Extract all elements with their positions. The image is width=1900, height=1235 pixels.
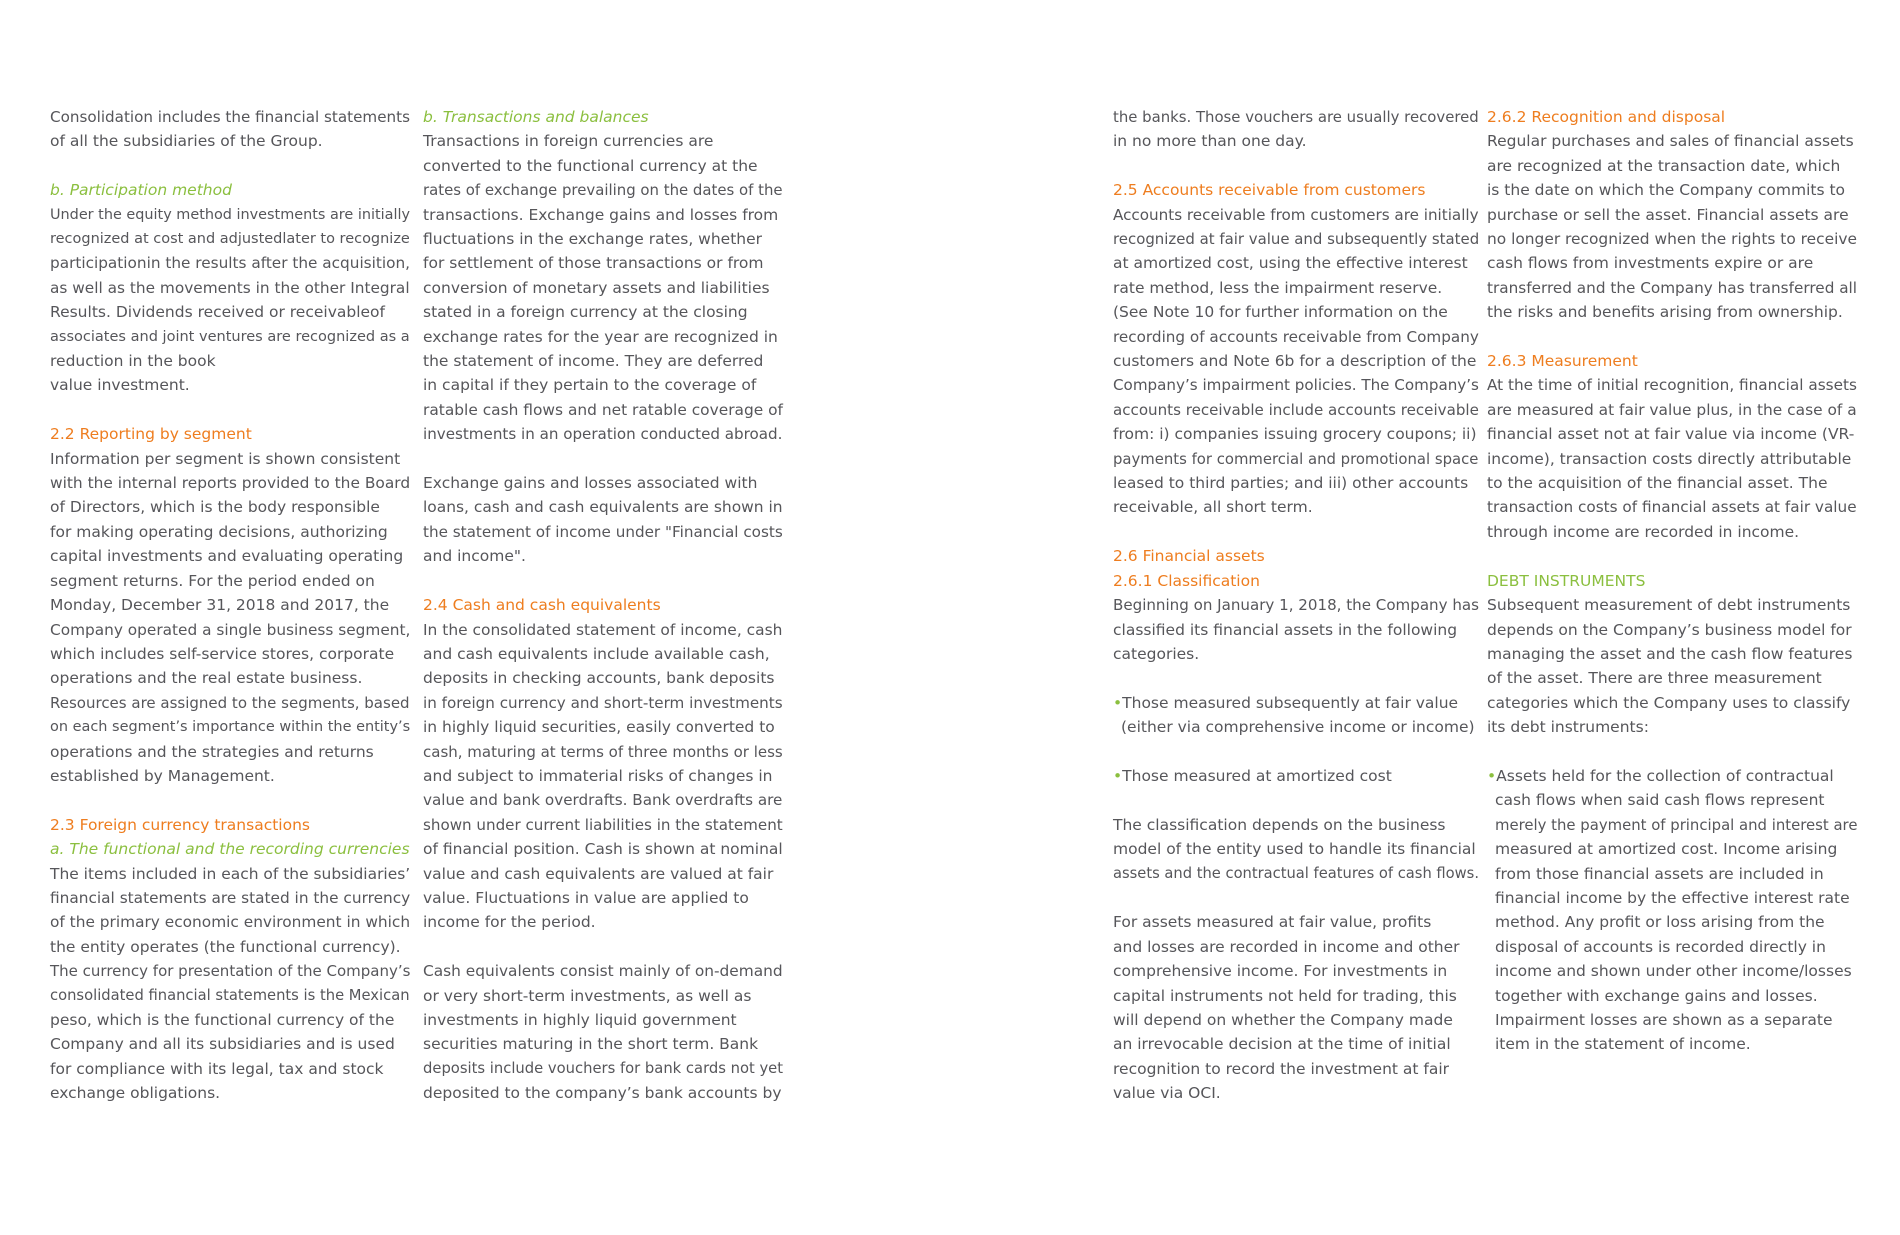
body-text-line: The classification depends on the business <box>1113 815 1446 834</box>
body-text-line: depends on the Company’s business model for <box>1487 620 1852 639</box>
subheading: a. The functional and the recording currencies <box>50 840 410 859</box>
body-text-line: purchase or sell the asset. Financial assets are <box>1487 205 1849 224</box>
body-text-line: value via OCI. <box>1113 1084 1221 1103</box>
body-text-line: for compliance with its legal, tax and stock <box>50 1059 384 1078</box>
body-text-line: Consolidation includes the financial statements <box>50 108 410 126</box>
body-text-line: in no more than one day. <box>1113 132 1307 151</box>
bullet-icon: • <box>1113 766 1123 785</box>
body-text-line: the entity operates (the functional currency). <box>50 937 401 956</box>
bullet-text: Assets held for the collection of contractual <box>1496 766 1834 785</box>
body-text-line: the statement of income. They are deferred <box>423 352 764 371</box>
body-text-line: accounts receivable include accounts receivable <box>1113 400 1479 419</box>
body-text-line: the risks and benefits arising from ownership. <box>1487 303 1843 322</box>
body-text-line: peso, which is the functional currency of the <box>50 1010 395 1029</box>
body-text-line: receivable, all short term. <box>1113 498 1313 517</box>
body-text-line: segment returns. For the period ended on <box>50 571 375 590</box>
body-text-line: transaction costs of financial assets at fair value <box>1487 498 1857 517</box>
text-column-2 <box>423 105 783 1106</box>
bullet-item-continuation: measured at amortized cost. Income arising <box>1495 840 1838 859</box>
text-column-3 <box>1113 105 1479 1106</box>
body-text-line: At the time of initial recognition, financial assets <box>1487 376 1857 395</box>
body-text-line: deposited to the company’s bank accounts by <box>423 1084 782 1103</box>
body-text-line: and subject to immaterial risks of changes in <box>423 766 773 785</box>
body-text-line: converted to the functional currency at the <box>423 156 758 175</box>
body-text-line: managing the asset and the cash flow features <box>1487 644 1853 663</box>
bullet-item-continuation: cash flows when said cash flows represent <box>1495 791 1825 810</box>
body-text-line: the statement of income under "Financial costs <box>423 522 783 541</box>
body-text-line: (See Note 10 for further information on the <box>1113 303 1448 322</box>
body-text-line: comprehensive income. For investments in <box>1113 962 1448 981</box>
paragraph-spacer <box>50 154 410 178</box>
body-text-line: value. Fluctuations in value are applied to <box>423 888 749 907</box>
bullet-item-continuation: income and shown under other income/losses <box>1495 962 1852 981</box>
body-text-line: is the date on which the Company commits to <box>1487 181 1846 200</box>
bullet-item-continuation: from those financial assets are included in <box>1495 864 1824 883</box>
body-text-line: exchange rates for the year are recognized in <box>423 327 778 346</box>
body-text-line: of the primary economic environment in which <box>50 913 411 932</box>
section-heading: 2.5 Accounts receivable from customers <box>1113 181 1426 200</box>
body-text-line: Company’s impairment policies. The Company’s <box>1113 376 1479 395</box>
body-text-line: of Directors, which is the body responsible <box>50 498 380 517</box>
section-heading: 2.3 Foreign currency transactions <box>50 815 310 834</box>
body-text-line: financial statements are stated in the currency <box>50 888 411 907</box>
body-text-line: will depend on whether the Company made <box>1113 1010 1453 1029</box>
body-text-line: are measured at fair value plus, in the case of a <box>1487 400 1857 419</box>
body-text-line: Monday, December 31, 2018 and 2017, the <box>50 596 390 615</box>
bullet-item-continuation: disposal of accounts is recorded directly in <box>1495 937 1826 956</box>
body-text-line: participationin the results after the acquisition, <box>50 254 411 273</box>
body-text-line: investments in highly liquid government <box>423 1010 737 1029</box>
body-text-line: conversion of monetary assets and liabilities <box>423 278 770 297</box>
body-text-line: as well as the movements in the other Integral <box>50 278 410 297</box>
body-text-line: on each segment’s importance within the entity’s <box>50 719 411 736</box>
body-text-line: in capital if they pertain to the coverage of <box>423 376 757 395</box>
paragraph-spacer <box>1113 788 1479 812</box>
paragraph-spacer <box>1487 325 1857 349</box>
body-text-line: associates and joint ventures are recognized as a <box>50 328 410 345</box>
bullet-item-continuation: financial income by the effective interest rate <box>1495 888 1850 907</box>
body-text-line: an irrevocable decision at the time of initial <box>1113 1035 1451 1054</box>
bullet-item <box>1487 764 1857 788</box>
section-heading: 2.6.2 Recognition and disposal <box>1487 108 1726 126</box>
body-text-line: financial asset not at fair value via income (VR- <box>1487 425 1855 444</box>
paragraph-spacer <box>50 788 410 812</box>
section-heading: DEBT INSTRUMENTS <box>1487 571 1646 590</box>
section-heading: 2.2 Reporting by segment <box>50 425 252 444</box>
paragraph-spacer <box>423 447 783 471</box>
body-text-line: income for the period. <box>423 913 596 932</box>
body-text-line: capital instruments not held for trading, this <box>1113 986 1457 1005</box>
body-text-line: deposits in checking accounts, bank deposits <box>423 669 775 688</box>
body-text-line: Cash equivalents consist mainly of on-demand <box>423 962 783 981</box>
bullet-icon: • <box>1113 693 1123 712</box>
bullet-item-continuation: Impairment losses are shown as a separate <box>1495 1010 1833 1029</box>
body-text-line: through income are recorded in income. <box>1487 522 1800 541</box>
body-text-line: in foreign currency and short-term investments <box>423 693 783 712</box>
body-text-line: value investment. <box>50 376 190 395</box>
body-text-line: income), transaction costs directly attributable <box>1487 449 1852 468</box>
body-text-line: recognition to record the investment at fair <box>1113 1059 1450 1078</box>
body-text-line: transactions. Exchange gains and losses from <box>423 205 779 224</box>
body-text-line: ratable cash flows and net ratable coverage of <box>423 400 783 419</box>
body-text-line: assets and the contractual features of cash flows. <box>1113 864 1480 882</box>
body-text-line: reduction in the book <box>50 352 216 371</box>
body-text-line: for settlement of those transactions or from <box>423 254 764 273</box>
body-text-line: operations and the real estate business. <box>50 669 363 688</box>
body-text-line: of all the subsidiaries of the Group. <box>50 132 323 151</box>
body-text-line: recording of accounts receivable from Company <box>1113 327 1479 346</box>
body-text-line: Beginning on January 1, 2018, the Company has <box>1113 596 1479 615</box>
body-text-line: value and bank overdrafts. Bank overdrafts are <box>423 791 783 810</box>
body-text-line: its debt instruments: <box>1487 718 1649 737</box>
paragraph-spacer <box>1113 666 1479 690</box>
body-text-line: to the acquisition of the financial asset. The <box>1487 474 1828 493</box>
body-text-line: fluctuations in the exchange rates, whether <box>423 230 763 249</box>
body-text-line: Company and all its subsidiaries and is used <box>50 1035 395 1054</box>
body-text-line: payments for commercial and promotional space <box>1113 449 1479 468</box>
paragraph-spacer <box>1113 740 1479 764</box>
body-text-line: Accounts receivable from customers are initially <box>1113 205 1479 224</box>
paragraph-spacer <box>1487 740 1857 764</box>
body-text-line: shown under current liabilities in the statement <box>423 815 783 834</box>
text-column-1 <box>50 105 410 1106</box>
paragraph-spacer <box>1487 544 1857 568</box>
paragraph-spacer <box>423 935 783 959</box>
body-text-line: are recognized at the transaction date, which <box>1487 156 1841 175</box>
body-text-line: Information per segment is shown consistent <box>50 449 401 468</box>
body-text-line: classified its financial assets in the following <box>1113 620 1458 639</box>
body-text-line: Transactions in foreign currencies are <box>423 132 714 151</box>
bullet-item-continuation: together with exchange gains and losses. <box>1495 986 1818 1005</box>
body-text-line: deposits include vouchers for bank cards not yet <box>423 1059 784 1077</box>
bullet-item-continuation: (either via comprehensive income or income) <box>1121 718 1475 737</box>
subheading: b. Transactions and balances <box>423 108 649 126</box>
subheading: b. Participation method <box>50 181 232 200</box>
body-text-line: cash flows from investments expire or are <box>1487 254 1814 273</box>
body-text-line: recognized at cost and adjustedlater to recognize <box>50 231 410 248</box>
body-text-line: from: i) companies issuing grocery coupons; ii) <box>1113 425 1477 444</box>
paragraph-spacer <box>1113 520 1479 544</box>
body-text-line: The items included in each of the subsidiaries’ <box>50 864 411 883</box>
body-text-line: cash, maturing at terms of three months or less <box>423 742 783 761</box>
paragraph-spacer <box>1113 154 1479 178</box>
section-heading: 2.6.1 Classification <box>1113 571 1260 590</box>
body-text-line: rate method, less the impairment reserve. <box>1113 278 1443 297</box>
body-text-line: operations and the strategies and returns <box>50 742 374 761</box>
body-text-line: capital investments and evaluating operating <box>50 547 404 566</box>
body-text-line: customers and Note 6b for a description of the <box>1113 352 1477 371</box>
body-text-line: Results. Dividends received or receivableof <box>50 303 385 322</box>
body-text-line: The currency for presentation of the Company’s <box>50 962 411 981</box>
body-text-line: consolidated financial statements is the Mexican <box>50 986 410 1004</box>
section-heading: 2.4 Cash and cash equivalents <box>423 596 661 615</box>
body-text-line: of financial position. Cash is shown at nominal <box>423 840 783 859</box>
body-text-line: securities maturing in the short term. Bank <box>423 1035 759 1054</box>
body-text-line: For assets measured at fair value, profits <box>1113 913 1432 932</box>
body-text-line: exchange obligations. <box>50 1084 221 1103</box>
body-text-line: and losses are recorded in income and other <box>1113 937 1460 956</box>
body-text-line: investments in an operation conducted abroad. <box>423 425 783 444</box>
body-text-line: the banks. Those vouchers are usually recovered <box>1113 108 1479 126</box>
bullet-text: Those measured at amortized cost <box>1122 766 1392 785</box>
body-text-line: loans, cash and cash equivalents are shown in <box>423 498 783 517</box>
body-text-line: with the internal reports provided to the Board <box>50 474 411 493</box>
body-text-line: Subsequent measurement of debt instruments <box>1487 596 1851 615</box>
bullet-item <box>1113 764 1479 788</box>
body-text-line: for making operating decisions, authorizing <box>50 522 388 541</box>
paragraph-spacer <box>423 569 783 593</box>
body-text-line: In the consolidated statement of income, cash <box>423 620 783 639</box>
body-text-line: or very short-term investments, as well as <box>423 986 752 1005</box>
body-text-line: Company operated a single business segment, <box>50 620 411 639</box>
body-text-line: established by Management. <box>50 766 275 785</box>
body-text-line: Exchange gains and losses associated with <box>423 474 758 493</box>
body-text-line: and cash equivalents include available cash, <box>423 644 770 663</box>
body-text-line: model of the entity used to handle its financial <box>1113 840 1476 859</box>
bullet-item-continuation: item in the statement of income. <box>1495 1035 1751 1054</box>
body-text-line: recognized at fair value and subsequently stated <box>1113 230 1480 249</box>
section-heading: 2.6 Financial assets <box>1113 547 1265 566</box>
body-text-line: value and cash equivalents are valued at fair <box>423 864 774 883</box>
text-column-4 <box>1487 105 1857 1057</box>
bullet-item-continuation: method. Any profit or loss arising from the <box>1495 913 1825 932</box>
bullet-icon: • <box>1487 766 1497 785</box>
body-text-line: leased to third parties; and iii) other accounts <box>1113 474 1469 493</box>
bullet-item-continuation: merely the payment of principal and interest are <box>1495 815 1858 834</box>
body-text-line: in highly liquid securities, easily converted to <box>423 718 775 737</box>
body-text-line: transferred and the Company has transferred all <box>1487 278 1858 297</box>
paragraph-spacer <box>50 398 410 422</box>
body-text-line: of the asset. There are three measurement <box>1487 669 1822 688</box>
body-text-line: categories. <box>1113 644 1200 663</box>
body-text-line: which includes self-service stores, corporate <box>50 644 395 663</box>
paragraph-spacer <box>1113 886 1479 910</box>
body-text-line: Regular purchases and sales of financial assets <box>1487 132 1854 151</box>
bullet-text: Those measured subsequently at fair value <box>1122 693 1459 712</box>
body-text-line: categories which the Company uses to classify <box>1487 693 1851 712</box>
body-text-line: no longer recognized when the rights to receive <box>1487 230 1857 249</box>
body-text-line: Under the equity method investments are initially <box>50 206 410 223</box>
section-heading: 2.6.3 Measurement <box>1487 352 1638 371</box>
body-text-line: Resources are assigned to the segments, based <box>50 693 410 712</box>
body-text-line: stated in a foreign currency at the closing <box>423 303 748 322</box>
body-text-line: and income". <box>423 547 526 566</box>
body-text-line: at amortized cost, using the effective interest <box>1113 254 1468 273</box>
body-text-line: rates of exchange prevailing on the dates of the <box>423 181 783 200</box>
bullet-item <box>1113 691 1479 715</box>
